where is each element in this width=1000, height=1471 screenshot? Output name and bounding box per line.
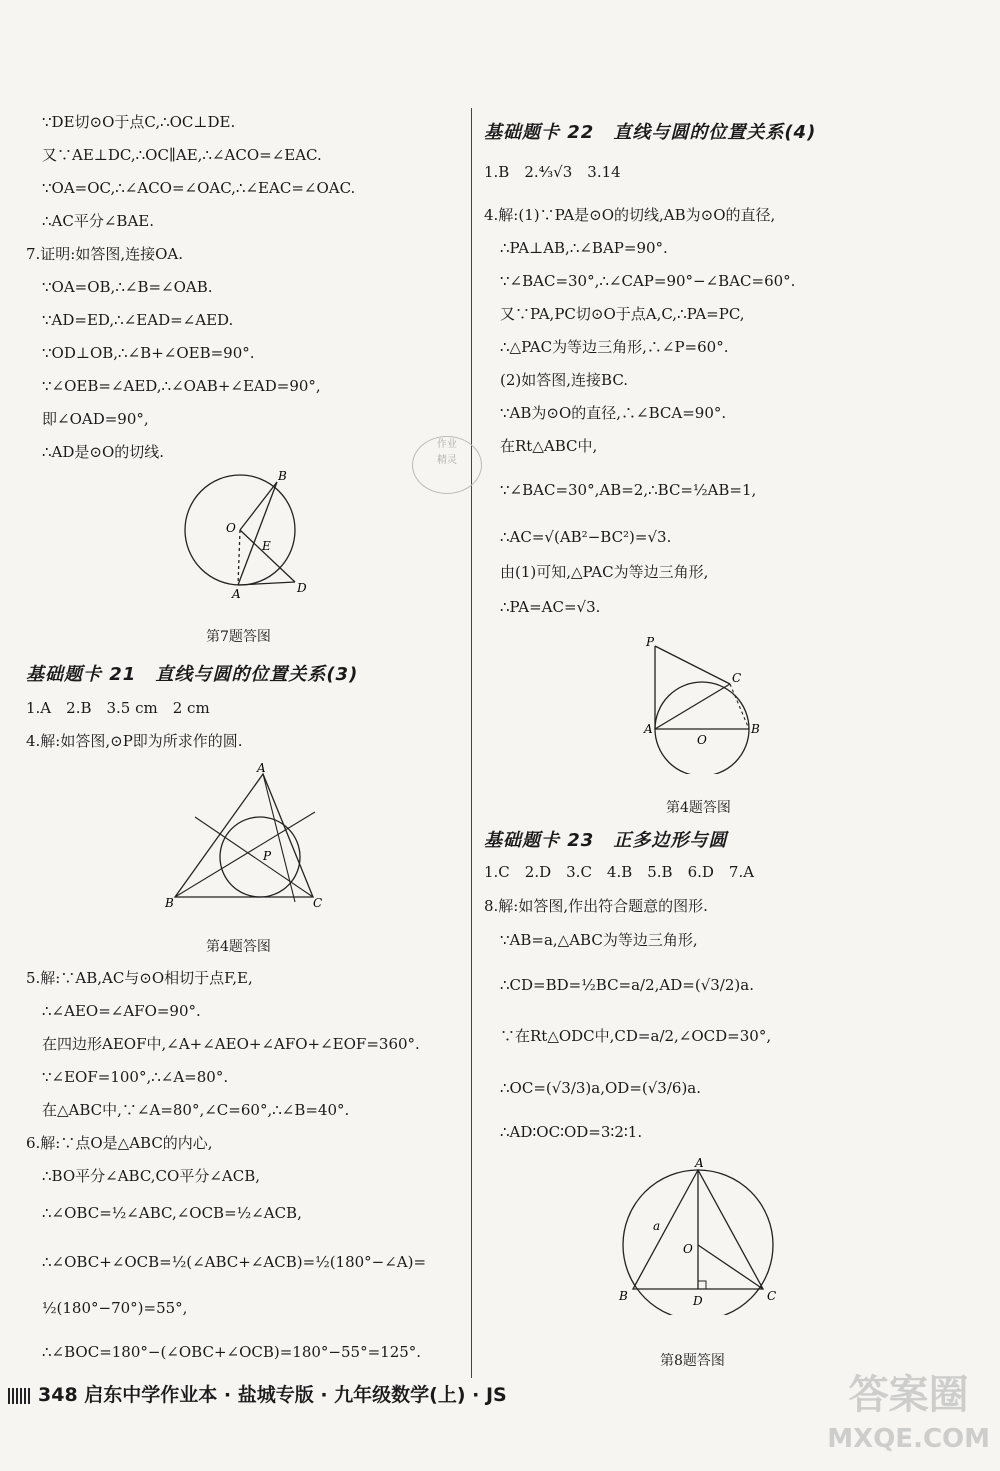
text-line: ∴∠AEO=∠AFO=90°. bbox=[42, 1002, 201, 1020]
section-heading: 基础题卡 23 正多边形与圆 bbox=[484, 830, 728, 851]
fig8-label: A bbox=[695, 1156, 704, 1170]
stamp-line: 作业 bbox=[437, 439, 457, 450]
text-line: ∵OA=OB,∴∠B=∠OAB. bbox=[42, 278, 213, 296]
figure-8 bbox=[615, 1155, 785, 1315]
fig4r-label: O bbox=[697, 733, 707, 747]
text-line: 由(1)可知,△PAC为等边三角形, bbox=[500, 563, 709, 581]
text-line: ∴∠OBC+∠OCB=½(∠ABC+∠ACB)=½(180°−∠A)= bbox=[42, 1253, 427, 1271]
text-line: 又∵PA,PC切⊙O于点A,C,∴PA=PC, bbox=[500, 305, 745, 323]
text-line: 即∠OAD=90°, bbox=[42, 410, 149, 428]
text-line: ∴∠OBC=½∠ABC,∠OCB=½∠ACB, bbox=[42, 1204, 302, 1222]
text-line: ∵DE切⊙O于点C,∴OC⊥DE. bbox=[42, 113, 236, 131]
text-line: ∴CD=BD=½BC=a/2,AD=(√3/2)a. bbox=[500, 976, 754, 994]
figure-caption: 第7题答图 bbox=[206, 629, 271, 645]
text-line: ∵AB为⊙O的直径,∴∠BCA=90°. bbox=[500, 404, 727, 422]
fig4r-label: B bbox=[751, 722, 760, 736]
fig7-label: B bbox=[278, 470, 287, 483]
text-line: 6.解:∵点O是△ABC的内心, bbox=[26, 1134, 213, 1152]
text-line: ∵∠OEB=∠AED,∴∠OAB+∠EAD=90°, bbox=[42, 377, 321, 395]
text-line: ∵在Rt△ODC中,CD=a/2,∠OCD=30°, bbox=[500, 1027, 772, 1045]
fig7-label: E bbox=[262, 539, 271, 553]
watermark-text: 答案圈 bbox=[848, 1372, 969, 1418]
figure-4-right bbox=[640, 634, 770, 774]
section-heading: 基础题卡 21 直线与圆的位置关系(3) bbox=[26, 664, 359, 685]
text-line: 1.A 2.B 3.5 cm 2 cm bbox=[26, 699, 210, 717]
figure-caption: 第4题答图 bbox=[206, 939, 271, 955]
text-line: 在四边形AEOF中,∠A+∠AEO+∠AFO+∠EOF=360°. bbox=[42, 1035, 420, 1053]
barcode-icon bbox=[8, 1388, 32, 1404]
figure-4-left bbox=[165, 762, 325, 912]
footer-text: 348 启东中学作业本 · 盐城专版 · 九年级数学(上) · JS bbox=[38, 1384, 507, 1406]
stamp-mark bbox=[412, 436, 482, 494]
fig4r-label: C bbox=[732, 671, 742, 685]
column-divider bbox=[471, 108, 472, 1378]
text-line: 1.C 2.D 3.C 4.B 5.B 6.D 7.A bbox=[484, 863, 755, 881]
text-line: ∵OA=OC,∴∠ACO=∠OAC,∴∠EAC=∠OAC. bbox=[42, 179, 356, 197]
text-line: ½(180°−70°)=55°, bbox=[42, 1299, 188, 1317]
text-line: ∴△PAC为等边三角形,∴∠P=60°. bbox=[500, 338, 729, 356]
fig4-label: P bbox=[263, 849, 272, 863]
text-line: 8.解:如答图,作出符合题意的图形. bbox=[484, 897, 708, 915]
fig8-label: a bbox=[653, 1219, 661, 1233]
section-heading: 基础题卡 22 直线与圆的位置关系(4) bbox=[484, 122, 817, 143]
fig8-label: O bbox=[683, 1242, 693, 1256]
text-line: ∵∠BAC=30°,∴∠CAP=90°−∠BAC=60°. bbox=[500, 272, 796, 290]
figure-7 bbox=[170, 470, 320, 605]
text-line: 1.B 2.⁴⁄₃√3 3.14 bbox=[484, 163, 621, 181]
text-line: 又∵AE⊥DC,∴OC∥AE,∴∠ACO=∠EAC. bbox=[42, 146, 322, 164]
text-line: 在Rt△ABC中, bbox=[500, 437, 598, 455]
text-line: 4.解:如答图,⊙P即为所求作的圆. bbox=[26, 732, 243, 750]
fig7-label: A bbox=[232, 587, 241, 601]
fig4r-label: A bbox=[644, 722, 653, 736]
fig8-label: D bbox=[693, 1294, 703, 1308]
text-line: (2)如答图,连接BC. bbox=[500, 371, 629, 389]
fig7-label: D bbox=[297, 581, 307, 595]
text-line: ∴AD∶OC∶OD=3∶2∶1. bbox=[500, 1123, 643, 1141]
watermark bbox=[827, 1373, 990, 1461]
fig8-label: B bbox=[619, 1289, 628, 1303]
text-line: ∴PA⊥AB,∴∠BAP=90°. bbox=[500, 239, 668, 257]
text-line: 5.解:∵AB,AC与⊙O相切于点F,E, bbox=[26, 969, 253, 987]
fig4-label: A bbox=[257, 762, 266, 775]
text-line: 在△ABC中,∵∠A=80°,∠C=60°,∴∠B=40°. bbox=[42, 1101, 350, 1119]
watermark-site: MXQE.COM bbox=[827, 1424, 990, 1454]
text-line: ∵AB=a,△ABC为等边三角形, bbox=[500, 931, 698, 949]
text-line: ∴AC=√(AB²−BC²)=√3. bbox=[500, 528, 672, 546]
text-line: ∵AD=ED,∴∠EAD=∠AED. bbox=[42, 311, 234, 329]
text-line: ∴AC平分∠BAE. bbox=[42, 212, 154, 230]
text-line: ∵OD⊥OB,∴∠B+∠OEB=90°. bbox=[42, 344, 255, 362]
text-line: 7.证明:如答图,连接OA. bbox=[26, 245, 184, 263]
text-line: ∴AD是⊙O的切线. bbox=[42, 443, 165, 461]
figure-caption: 第4题答图 bbox=[666, 800, 731, 816]
stamp-line: 精灵 bbox=[437, 455, 457, 466]
figure-caption: 第8题答图 bbox=[660, 1353, 725, 1369]
page-footer bbox=[8, 1380, 507, 1407]
text-line: ∴OC=(√3/3)a,OD=(√3/6)a. bbox=[500, 1079, 702, 1097]
text-line: 4.解:(1)∵PA是⊙O的切线,AB为⊙O的直径, bbox=[484, 206, 776, 224]
fig4r-label: P bbox=[646, 635, 655, 649]
text-line: ∵∠EOF=100°,∴∠A=80°. bbox=[42, 1068, 229, 1086]
text-line: ∵∠BAC=30°,AB=2,∴BC=½AB=1, bbox=[500, 481, 757, 499]
text-line: ∴PA=AC=√3. bbox=[500, 598, 601, 616]
fig4-label: C bbox=[313, 896, 323, 910]
fig4-label: B bbox=[165, 896, 174, 910]
fig7-label: O bbox=[226, 521, 236, 535]
text-line: ∴BO平分∠ABC,CO平分∠ACB, bbox=[42, 1167, 260, 1185]
fig8-label: C bbox=[767, 1289, 777, 1303]
text-line: ∴∠BOC=180°−(∠OBC+∠OCB)=180°−55°=125°. bbox=[42, 1343, 422, 1361]
